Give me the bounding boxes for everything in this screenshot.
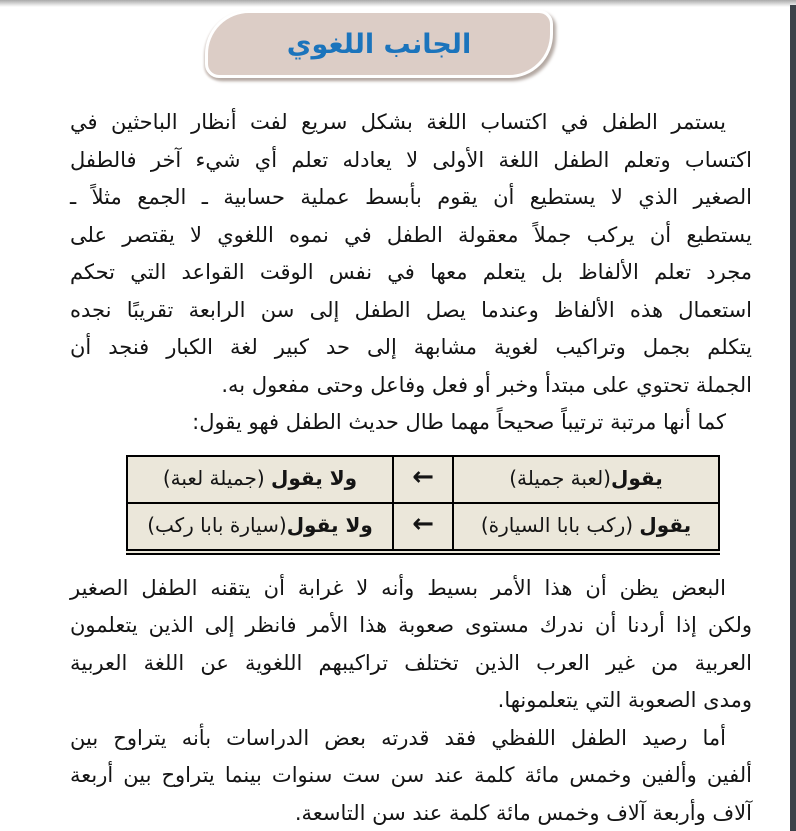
says-label: يقول xyxy=(639,513,692,538)
text-line: العربية من غير العرب الذين تختلف تراكيبهم اللغوية عن اللغة العربية xyxy=(70,650,752,675)
page-title: الجانب اللغوي xyxy=(286,28,472,60)
paragraph-vocabulary-size xyxy=(70,720,752,831)
says-label: يقول xyxy=(610,466,663,491)
scan-right-edge xyxy=(790,5,796,831)
paragraph-language-acquisition xyxy=(70,104,752,404)
arrow-cell xyxy=(393,503,453,552)
text-line: اكتساب وتعلم الطفل اللغة الأولى لا يعادله تعلم أي شيء آخر فالطفل xyxy=(70,147,752,172)
word-order-examples-table xyxy=(126,455,720,555)
section-title-banner xyxy=(205,10,553,78)
text-line: ألفين وألفين وخمس مائة كلمة عند سن ست سنوات بينما يتراوح بين أربعة xyxy=(70,763,752,787)
text-line: مجرد تعلم الألفاظ بل يتعلم معها في نفس الوقت القواعد التي تحكم xyxy=(70,260,752,284)
text-line: آلاف وأربعة آلاف وخمس مائة كلمة عند سن التاسعة. xyxy=(294,800,752,825)
not-says-label: ولا يقول xyxy=(271,466,358,491)
not-says-label: ولا يقول xyxy=(286,513,373,538)
text-line: أما رصيد الطفل اللفظي فقد قدرته بعض الدراسات بأنه يتراوح بين xyxy=(70,725,726,750)
table-row xyxy=(127,503,719,552)
says-cell xyxy=(453,456,719,503)
text-line: ولكن إذا أردنا أن ندرك مستوى صعوبة هذا الأمر فانظر إلى الذين يتعلمون xyxy=(70,613,752,637)
document-body xyxy=(70,104,752,831)
text-line: الصغير الذي لا يستطيع أن يقوم بأبسط عملية حسابية ـ الجمع مثلاً ـ xyxy=(70,185,752,209)
not-says-value: (جميلة لعبة) xyxy=(162,466,265,491)
left-arrow-icon: ← xyxy=(412,462,434,493)
text-line: استعمال هذه الألفاظ وعندما يصل الطفل إلى سن الرابعة تقريبًا نجده xyxy=(70,297,752,322)
not-says-cell xyxy=(127,456,393,503)
says-cell xyxy=(453,503,719,552)
paragraph-difficulty xyxy=(70,570,752,720)
text-line: البعض يظن أن هذا الأمر بسيط وأنه لا غرابة أن يتقنه الطفل الصغير xyxy=(70,575,726,600)
text-line: يتكلم بجمل وتراكيب لغوية مشابهة إلى حد كبير لغة الكبار فنجد أن xyxy=(70,335,752,359)
says-value: (لعبة جميلة) xyxy=(509,466,611,491)
text-line: يستمر الطفل في اكتساب اللغة بشكل سريع لفت أنظار الباحثين في xyxy=(70,110,726,134)
text-line: ومدى الصعوبة التي يتعلمونها. xyxy=(497,688,752,712)
not-says-value: (سيارة بابا ركب) xyxy=(147,513,287,538)
says-value: (ركب بابا السيارة) xyxy=(480,513,634,538)
arrow-cell xyxy=(393,456,453,503)
paragraph-word-order-intro xyxy=(70,404,752,442)
text-line: يستطيع أن يركب جملاً معقولة الطفل في نموه اللغوي لا يقتصر على xyxy=(70,222,752,247)
not-says-cell xyxy=(127,503,393,552)
table-row xyxy=(127,456,719,503)
text-line: الجملة تحتوي على مبتدأ وخبر أو فعل وفاعل وحتى مفعول به. xyxy=(221,372,752,397)
left-arrow-icon: ← xyxy=(412,509,434,540)
scan-top-edge xyxy=(0,0,796,7)
text-line: كما أنها مرتبة ترتيباً صحيحاً مهما طال حديث الطفل فهو يقول: xyxy=(192,410,726,434)
